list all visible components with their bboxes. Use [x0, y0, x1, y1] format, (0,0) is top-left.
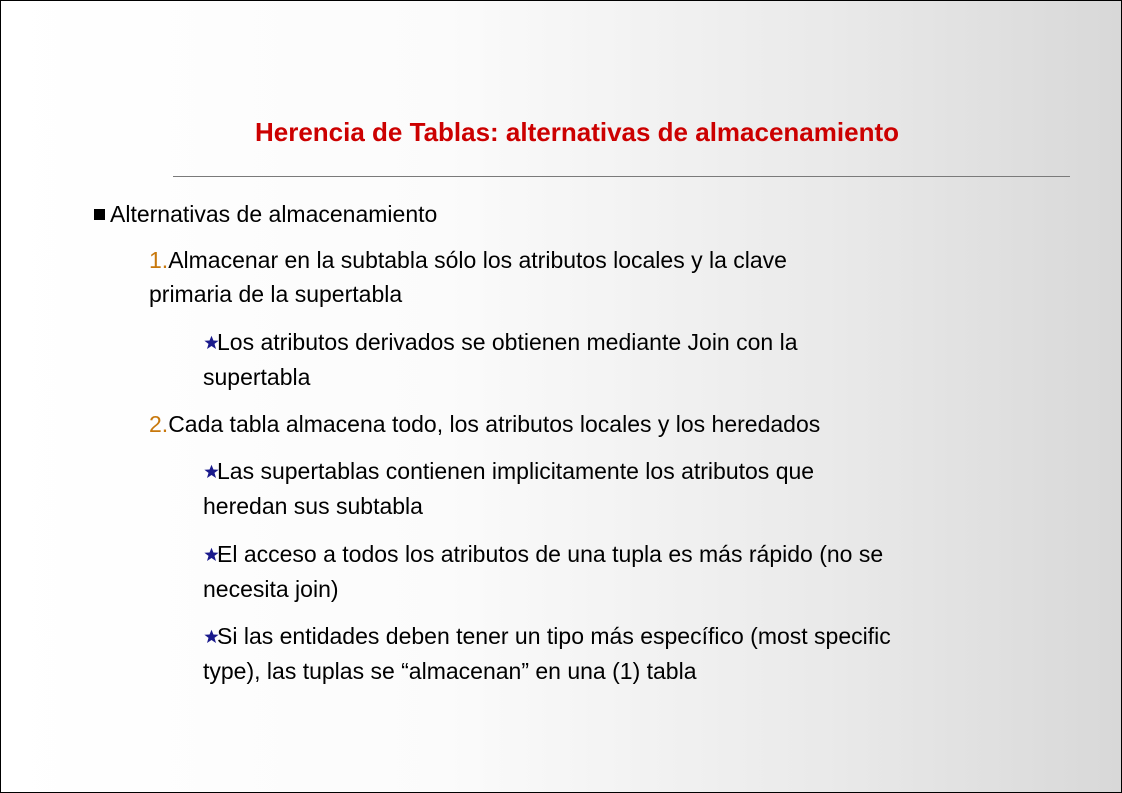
subitem-2 — [203, 454, 1083, 524]
subitem-text-line2: necesita join) — [203, 576, 339, 602]
title-divider — [173, 176, 1070, 177]
subitem-text-line2: type), las tuplas se “almacenan” en una (1) tabla — [203, 658, 697, 684]
item-number: 1. — [149, 247, 169, 273]
subitem-text-line2: supertabla — [203, 364, 311, 390]
bullet-level1-text: Alternativas de almacenamiento — [110, 201, 438, 227]
item-text-line2: primaria de la supertabla — [149, 281, 403, 307]
item-text-line1: Cada tabla almacena todo, los atributos locales y los heredados — [168, 411, 821, 437]
numbered-item-1 — [149, 243, 1049, 311]
subitem-3 — [203, 537, 1083, 607]
subitem-text-line1: Los atributos derivados se obtienen mediante Join con la — [217, 329, 798, 355]
item-number: 2. — [149, 411, 169, 437]
subitem-text-line1: El acceso a todos los atributos de una tupla es más rápido (no se — [217, 541, 884, 567]
subitem-text-line1: Si las entidades deben tener un tipo más específico (most specific — [217, 623, 891, 649]
bullet-level1 — [94, 201, 437, 228]
square-bullet-icon — [94, 209, 105, 220]
slide-title: Herencia de Tablas: alternativas de almacenamiento — [254, 117, 899, 147]
subitem-text-line1: Las supertablas contienen implicitamente los atributos que — [217, 458, 815, 484]
subitem-text-line2: heredan sus subtabla — [203, 493, 423, 519]
numbered-item-2 — [149, 407, 1049, 441]
item-text-line1: Almacenar en la subtabla sólo los atributos locales y la clave — [168, 247, 787, 273]
subitem-4 — [203, 619, 1083, 689]
subitem-1 — [203, 325, 1083, 395]
